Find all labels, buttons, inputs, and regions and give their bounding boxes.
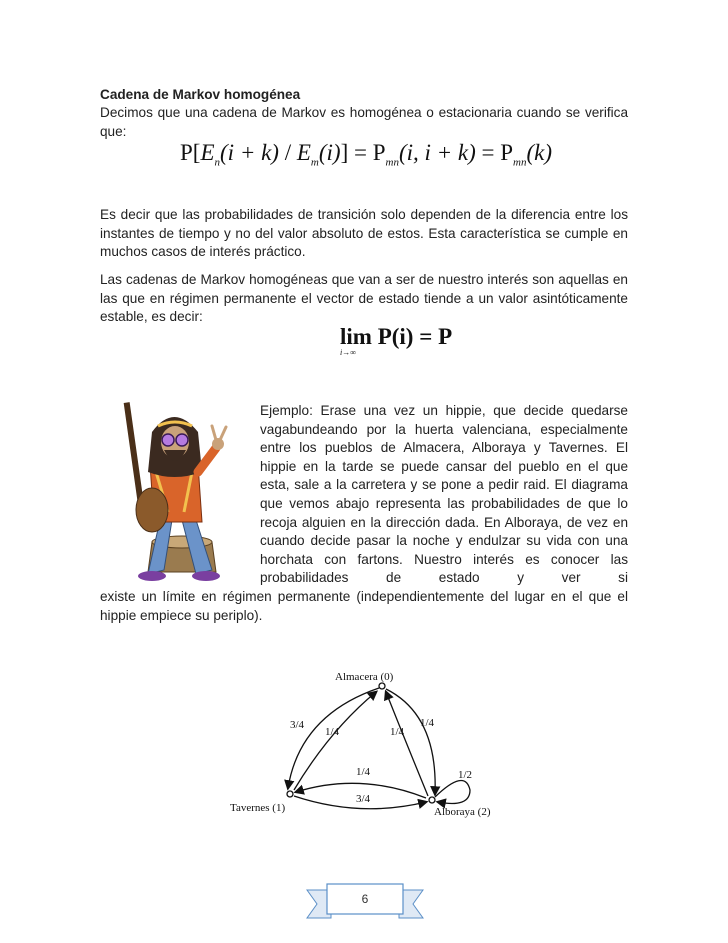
page-number: 6 [361, 892, 369, 906]
edge-label: 1/4 [420, 717, 435, 729]
paragraph-transition-probabilities: Es decir que las probabilidades de transición solo dependen de la diferencia entre los instantes de tiempo y no del valor absoluto de estos. Esta característica se cumple en muchos casos de interés práctico. [100, 207, 628, 259]
edge-label: 1/2 [458, 769, 473, 781]
formula-homogeneity [180, 140, 552, 169]
formula-part: ] = P [340, 140, 386, 165]
page-footer [305, 880, 425, 922]
formula-part: (i) [318, 140, 341, 165]
node-almacera [379, 683, 385, 689]
node-label-tavernes: Tavernes (1) [230, 802, 286, 814]
edge-alboraya-self [435, 781, 470, 804]
paragraph-homogeneous-definition: Decimos que una cadena de Markov es homogénea o estacionaria cuando se verifica que: [100, 105, 628, 139]
node-label-almacera: Almacera (0) [335, 671, 394, 683]
markov-state-diagram [230, 660, 510, 820]
formula-part: P[ [180, 140, 201, 165]
node-alboraya [429, 797, 435, 803]
edge-label: 1/4 [325, 726, 340, 738]
section-title: Cadena de Markov homogénea [100, 87, 301, 102]
formula-part: = P [475, 140, 514, 165]
formula-part: (i, i + k) [398, 140, 476, 165]
edge-label: 3/4 [356, 793, 371, 805]
formula-lim [340, 324, 372, 357]
edge-label: 3/4 [290, 719, 305, 731]
formula-part: / [284, 140, 292, 165]
edge-label: 1/4 [356, 766, 371, 778]
formula-sub: n [214, 156, 221, 169]
formula-sub: m [310, 156, 319, 169]
formula-part: E [200, 140, 215, 165]
formula-lim-word: lim [340, 324, 372, 349]
formula-part: E [296, 140, 311, 165]
paragraph-steady-state: Las cadenas de Markov homogéneas que van a ser de nuestro interés son aquellas en las que en régimen permanente el vector de estado tiende a un valor asintóticamente estable, es decir: [100, 272, 628, 324]
formula-sub: mn [513, 156, 527, 169]
edge-label: 1/4 [390, 726, 405, 738]
formula-sub: mn [385, 156, 399, 169]
node-tavernes [287, 791, 293, 797]
edge-alboraya-almacera [386, 692, 428, 796]
paragraph-example-continued: existe un límite en régimen permanente (independientemente del lugar en el que el hippie empiece su periplo). [100, 589, 628, 623]
formula-lim-expression: P(i) = P [371, 324, 453, 349]
hippie-illustration [112, 392, 252, 587]
formula-part: (i + k) [220, 140, 279, 165]
formula-limit [340, 324, 453, 357]
formula-part: (k) [526, 140, 553, 165]
edge-almacera-alboraya [386, 689, 435, 794]
paragraph-example: Ejemplo: Erase una vez un hippie, que decide quedarse vagabundeando por la huerta valenciana, especialmente entre los pueblos de Almacera, Alboraya y Tavernes. El hippie en la tarde se puede cansar del pueblo en el que esta, sale a la carretera y se pone a pedir raid. El diagrama que vemos abajo representa las probabilidades de que lo recoja alguien en la dirección dada. En Alboraya, de vez en cuando decide pasar la noche y endulzar su vida con una horchata con fartons. Nuestro interés es conocer las probabilidades de estado y ver si [260, 403, 628, 586]
formula-lim-subscript: i→∞ [340, 348, 356, 357]
node-label-alboraya: Alboraya (2) [434, 806, 491, 818]
